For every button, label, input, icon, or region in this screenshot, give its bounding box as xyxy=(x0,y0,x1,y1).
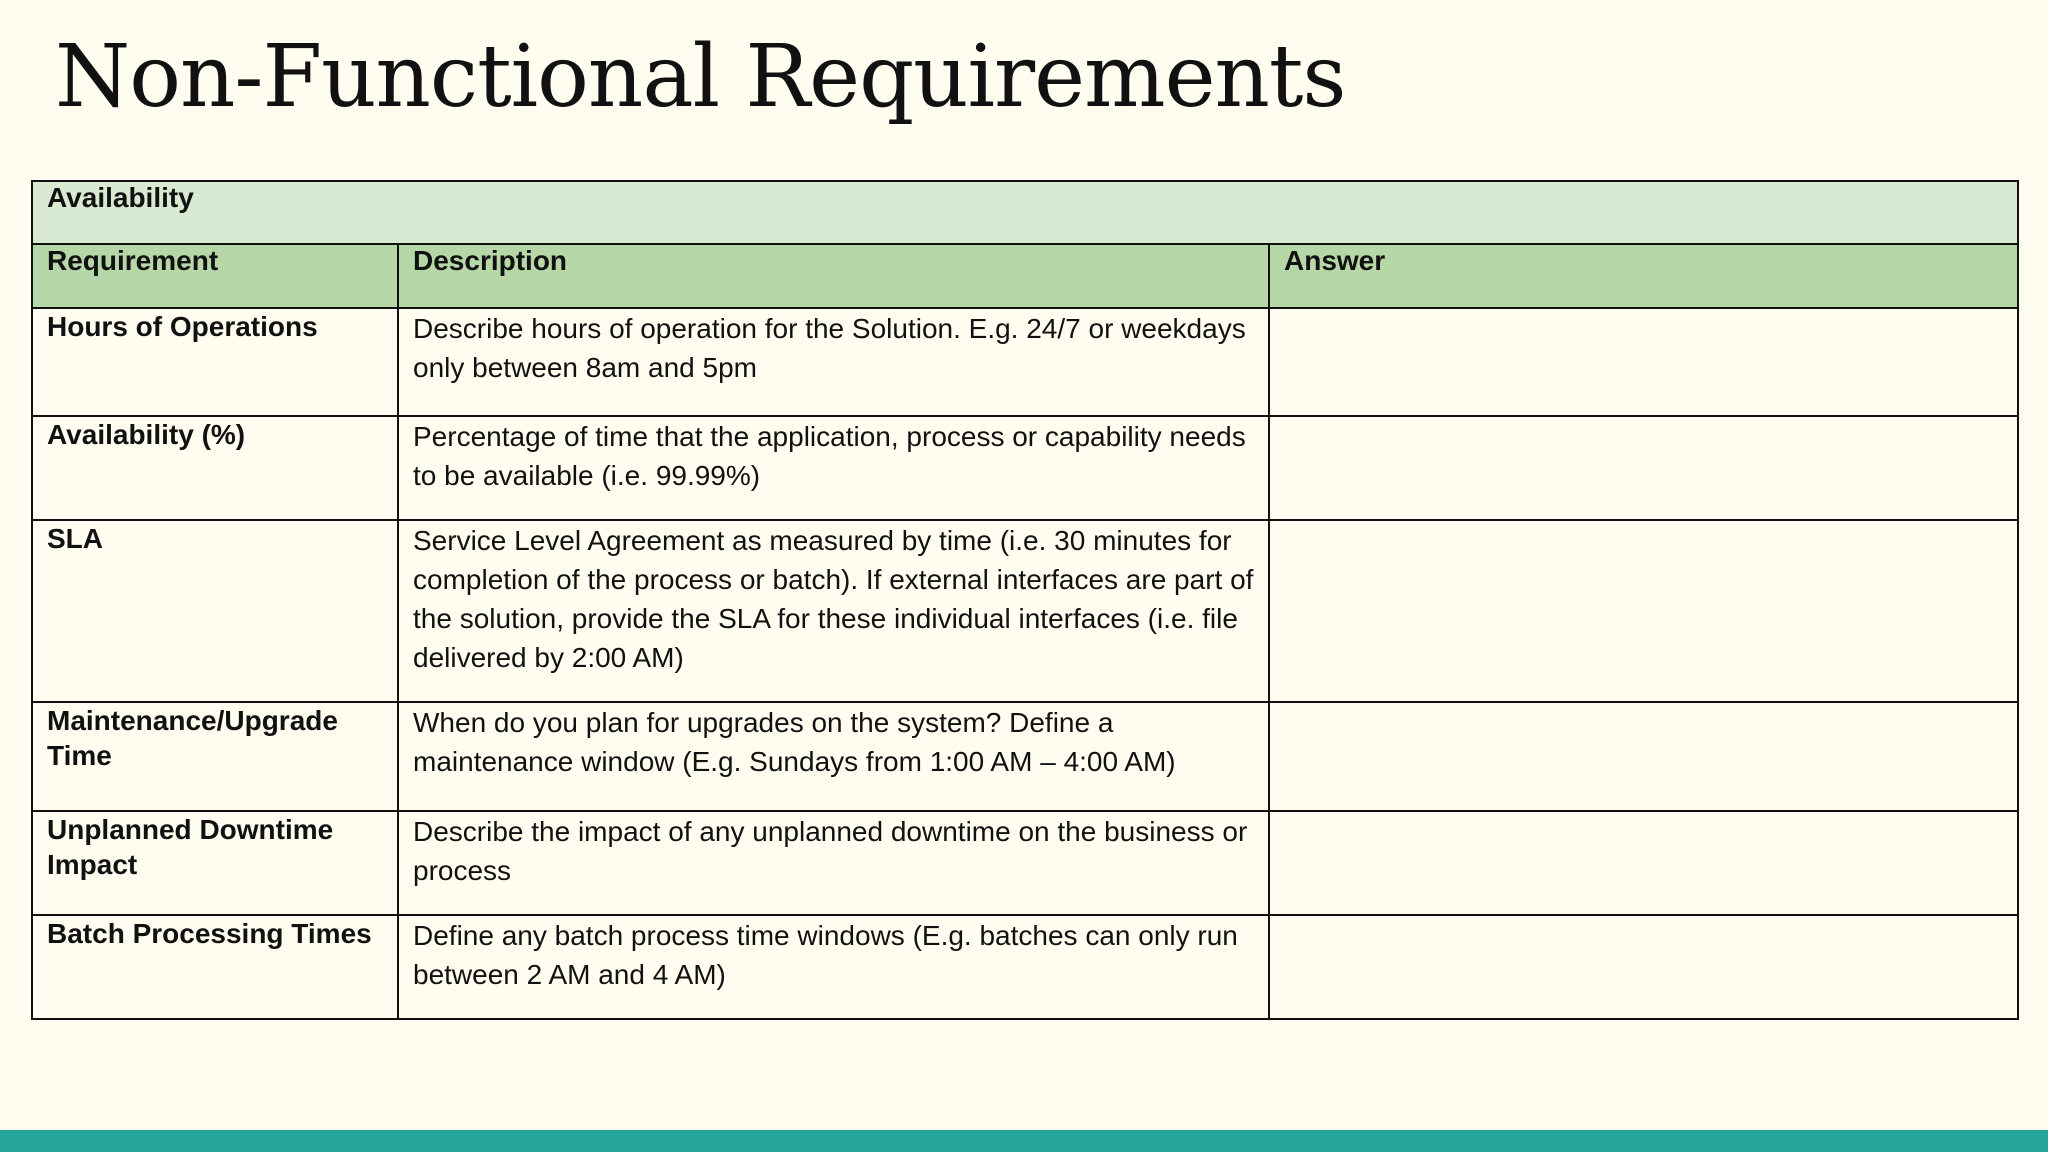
description-cell: Describe hours of operation for the Solution. E.g. 24/7 or weekdays only between 8am and 5pm xyxy=(398,308,1269,416)
description-cell: When do you plan for upgrades on the system? Define a maintenance window (E.g. Sundays from 1:00 AM – 4:00 AM) xyxy=(398,702,1269,811)
answer-cell[interactable] xyxy=(1269,308,2018,416)
table-row xyxy=(32,416,2018,520)
page-title: Non-Functional Requirements xyxy=(55,27,1346,127)
description-cell: Describe the impact of any unplanned downtime on the business or process xyxy=(398,811,1269,915)
column-header-row xyxy=(32,244,2018,308)
requirement-cell: SLA xyxy=(32,520,398,702)
answer-cell[interactable] xyxy=(1269,416,2018,520)
answer-cell[interactable] xyxy=(1269,520,2018,702)
column-header-answer: Answer xyxy=(1269,244,2018,308)
table-row xyxy=(32,811,2018,915)
table-row xyxy=(32,915,2018,1019)
table-row xyxy=(32,308,2018,416)
requirement-cell: Availability (%) xyxy=(32,416,398,520)
requirement-cell: Hours of Operations xyxy=(32,308,398,416)
description-cell: Define any batch process time windows (E.g. batches can only run between 2 AM and 4 AM) xyxy=(398,915,1269,1019)
answer-cell[interactable] xyxy=(1269,702,2018,811)
description-cell: Percentage of time that the application, process or capability needs to be available (i.e. 99.99%) xyxy=(398,416,1269,520)
requirement-cell: Maintenance/Upgrade Time xyxy=(32,702,398,811)
description-cell: Service Level Agreement as measured by time (i.e. 30 minutes for completion of the process or batch). If external interfaces are part of the solution, provide the SLA for these individual interfaces (i.e. file delivered by 2:00 AM) xyxy=(398,520,1269,702)
requirements-table xyxy=(31,180,2019,1020)
section-header-row xyxy=(32,181,2018,244)
column-header-requirement: Requirement xyxy=(32,244,398,308)
requirement-cell: Batch Processing Times xyxy=(32,915,398,1019)
requirement-cell: Unplanned Downtime Impact xyxy=(32,811,398,915)
footer-accent-bar xyxy=(0,1130,2048,1152)
section-title: Availability xyxy=(32,181,2018,244)
answer-cell[interactable] xyxy=(1269,915,2018,1019)
table-row xyxy=(32,702,2018,811)
column-header-description: Description xyxy=(398,244,1269,308)
answer-cell[interactable] xyxy=(1269,811,2018,915)
table-row xyxy=(32,520,2018,702)
